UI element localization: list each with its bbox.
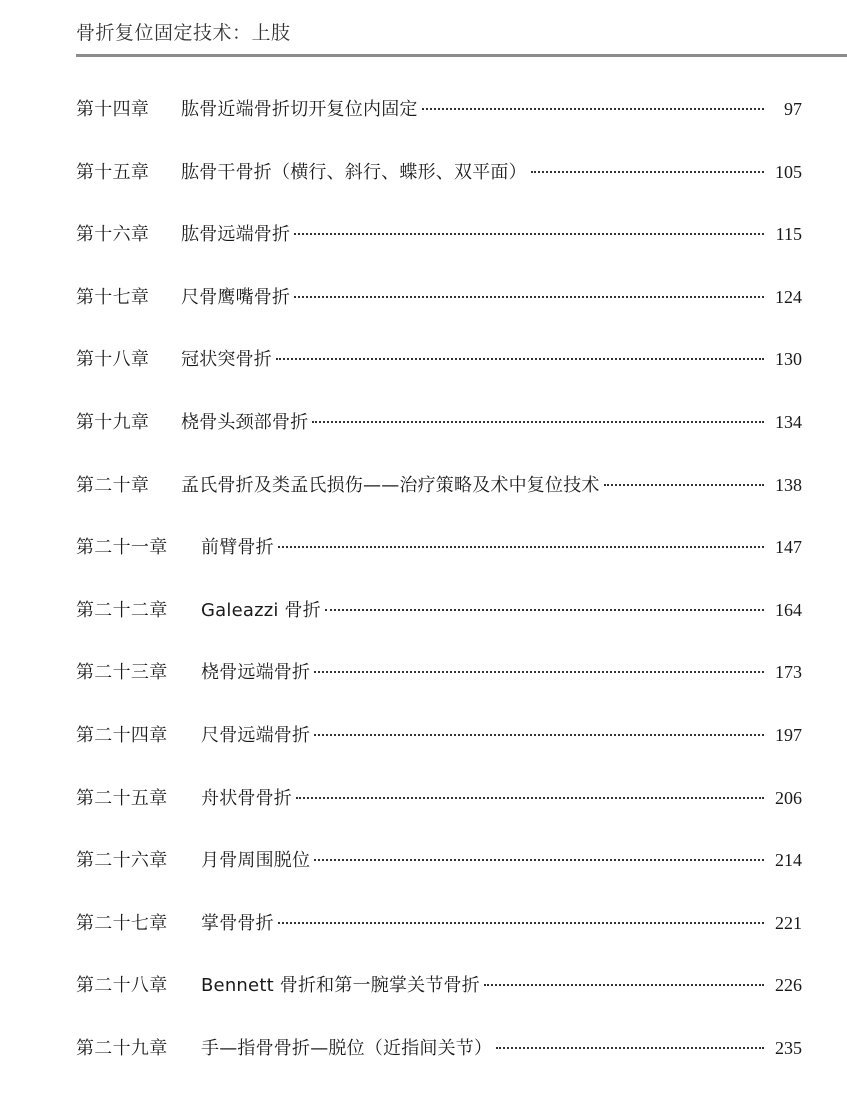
chapter-title: 桡骨远端骨折 [201,662,311,684]
chapter-title: 孟氏骨折及类孟氏损伤——治疗策略及术中复位技术 [181,474,600,496]
toc-entry-ch17[interactable] [76,266,802,329]
page-number: 197 [775,724,802,745]
toc-entry-ch18[interactable] [76,328,802,391]
chapter-title: 前臂骨折 [201,537,274,559]
toc-entry-ch15[interactable] [76,141,802,204]
dot-leader [531,169,764,173]
dot-leader [325,607,764,611]
page-number: 173 [775,662,802,683]
chapter-number: 第二十六章 [76,850,168,872]
chapter-number: 第二十五章 [76,787,168,809]
dot-leader [312,419,764,423]
chapter-title: 尺骨远端骨折 [201,724,311,746]
dot-leader [294,294,764,298]
page-number: 130 [775,349,802,370]
chapter-number: 第十九章 [76,411,150,433]
dot-leader [484,982,764,986]
page-number: 97 [784,99,802,119]
header-divider [76,54,847,57]
toc-entry-ch22[interactable] [76,579,802,642]
chapter-number: 第十五章 [76,161,150,183]
page-number: 214 [775,850,802,871]
chapter-number: 第十八章 [76,349,150,371]
chapter-number: 第十六章 [76,224,150,246]
toc-entry-ch21[interactable] [76,516,802,579]
page-number: 138 [775,474,802,495]
chapter-number: 第二十二章 [76,599,168,621]
chapter-title: 舟状骨骨折 [201,787,292,809]
chapter-title: 桡骨头颈部骨折 [181,411,309,433]
chapter-title: Bennett 骨折和第一腕掌关节骨折 [201,975,480,997]
page-number: 164 [775,599,802,620]
toc-entry-ch26[interactable] [76,829,802,892]
chapter-title: 掌骨骨折 [201,912,274,934]
running-header [76,18,847,48]
chapter-number: 第二十九章 [76,1037,168,1059]
chapter-title: 冠状突骨折 [181,349,272,371]
toc-entry-ch27[interactable] [76,892,802,955]
page-number: 124 [775,286,802,307]
toc-entry-ch29[interactable] [76,1017,802,1080]
page-number: 221 [775,912,802,933]
chapter-title: 月骨周围脱位 [201,850,311,872]
chapter-number: 第二十八章 [76,975,168,997]
toc-entry-ch14[interactable] [76,78,802,141]
chapter-title: 手—指骨骨折—脱位（近指间关节） [201,1037,493,1059]
chapter-title: 肱骨干骨折（横行、斜行、蝶形、双平面） [181,161,527,183]
chapter-number: 第二十三章 [76,662,168,684]
toc-entry-ch24[interactable] [76,704,802,767]
page-number: 105 [775,161,802,182]
chapter-number: 第二十一章 [76,537,168,559]
book-title: 骨折复位固定技术：上肢 [76,22,291,44]
chapter-number: 第十七章 [76,286,150,308]
page-number: 147 [775,537,802,558]
page-number: 235 [775,1037,802,1058]
toc-entry-ch16[interactable] [76,203,802,266]
page-number: 206 [775,787,802,808]
toc-entry-ch19[interactable] [76,391,802,454]
page-number: 226 [775,975,802,996]
chapter-title: 肱骨远端骨折 [181,224,291,246]
chapter-number: 第二十四章 [76,724,168,746]
dot-leader [314,732,764,736]
dot-leader [278,920,764,924]
toc-entry-ch23[interactable] [76,641,802,704]
dot-leader [604,482,764,486]
toc-entry-ch20[interactable] [76,454,802,517]
chapter-number: 第二十七章 [76,912,168,934]
dot-leader [276,356,764,360]
dot-leader [422,106,764,110]
chapter-title: Galeazzi 骨折 [201,599,321,621]
chapter-number: 第二十章 [76,474,150,496]
dot-leader [278,544,764,548]
dot-leader [294,231,764,235]
dot-leader [314,857,764,861]
toc-entry-ch25[interactable] [76,767,802,830]
page-number: 134 [775,411,802,432]
dot-leader [496,1045,764,1049]
chapter-number: 第十四章 [76,99,150,120]
chapter-title: 尺骨鹰嘴骨折 [181,286,291,308]
dot-leader [314,669,764,673]
toc-entry-ch28[interactable] [76,954,802,1017]
dot-leader [296,795,764,799]
page-number: 115 [775,224,802,245]
table-of-contents [76,78,802,1080]
chapter-title: 肱骨近端骨折切开复位内固定 [181,99,418,120]
